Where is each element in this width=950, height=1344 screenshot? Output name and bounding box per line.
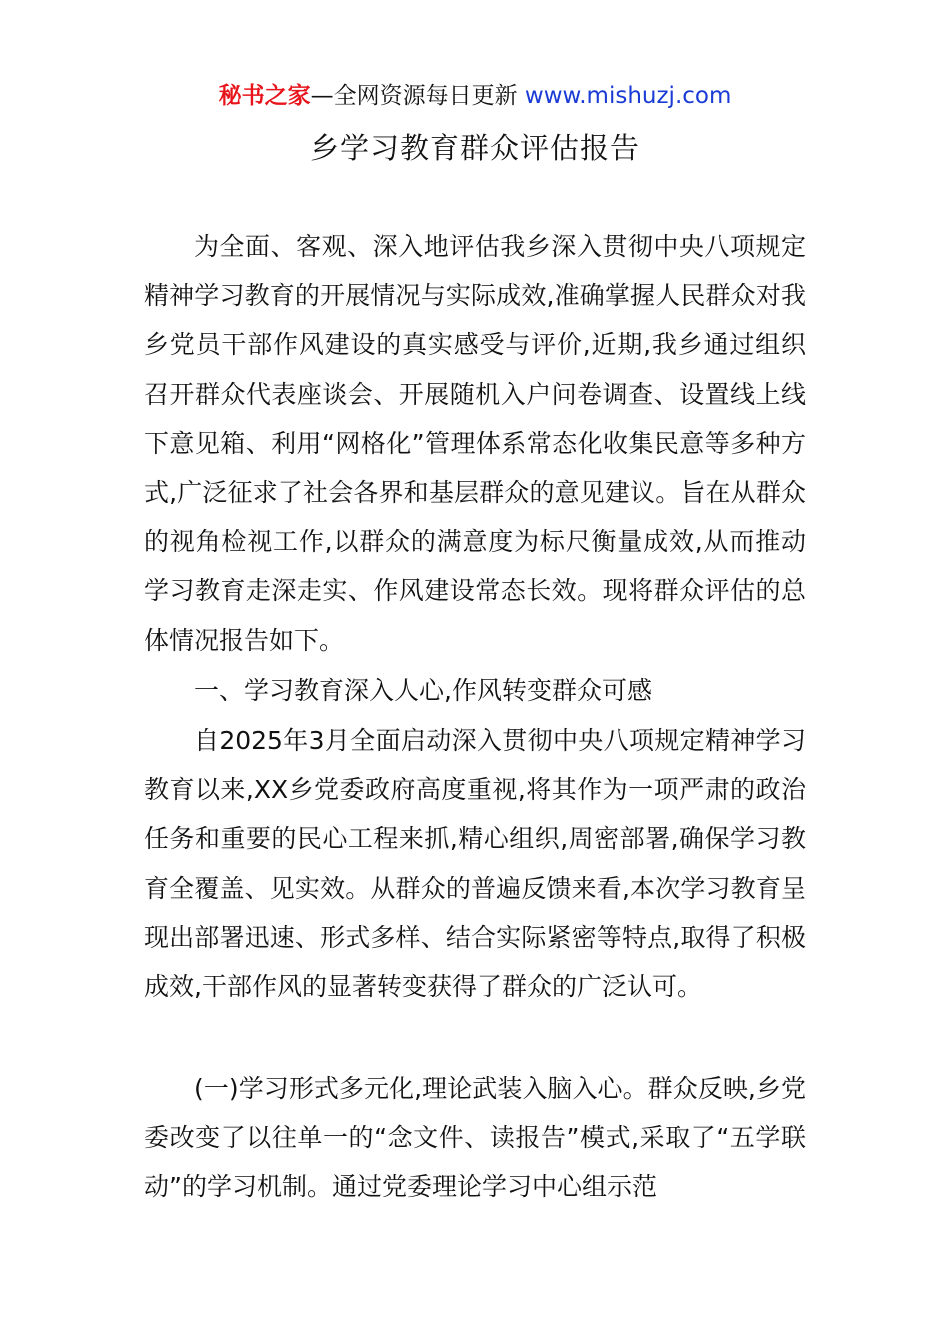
intro-paragraph: 为全面、客观、深入地评估我乡深入贯彻中央八项规定精神学习教育的开展情况与实际成效,准确掌握人民群众对我乡党员干部作风建设的真实感受与评价,近期,我乡通过组织召开群众代表座谈会、开展随机入户问卷调查、设置线上线下意见箱、利用“网格化”管理体系常态化收集民意等多种方式,广泛征求了社会各界和基层群众的意见建议。旨在从群众的视角检视工作,以群众的满意度为标尺衡量成效,从而推动学习教育走深走实、作风建设常态长效。现将群众评估的总体情况报告如下。 [144,232,806,655]
section-heading: 一、学习教育深入人心,作风转变群众可感 [194,676,652,705]
site-banner [0,80,950,112]
section-paragraph: 自2025年3月全面启动深入贯彻中央八项规定精神学习教育以来,XX乡党委政府高度重视,将其作为一项严肃的政治任务和重要的民心工程来抓,精心组织,周密部署,确保学习教育全覆盖、见实效。从群众的普遍反馈来看,本次学习教育呈现出部署迅速、形式多样、结合实际紧密等特点,取得了积极成效,干部作风的显著转变获得了群众的广泛认可。 [144,726,806,1002]
subsection-paragraph: (一)学习形式多元化,理论武装入脑入心。群众反映,乡党委改变了以往单一的“念文件、读报告”模式,采取了“五学联动”的学习机制。通过党委理论学习中心组示范 [144,1074,806,1202]
banner-url-link[interactable]: www.mishuzj.com [524,83,732,109]
banner-tagline: —全网资源每日更新 [310,83,518,109]
banner-brand: 秘书之家 [218,83,311,109]
document-title: 乡学习教育群众评估报告 [309,131,640,165]
